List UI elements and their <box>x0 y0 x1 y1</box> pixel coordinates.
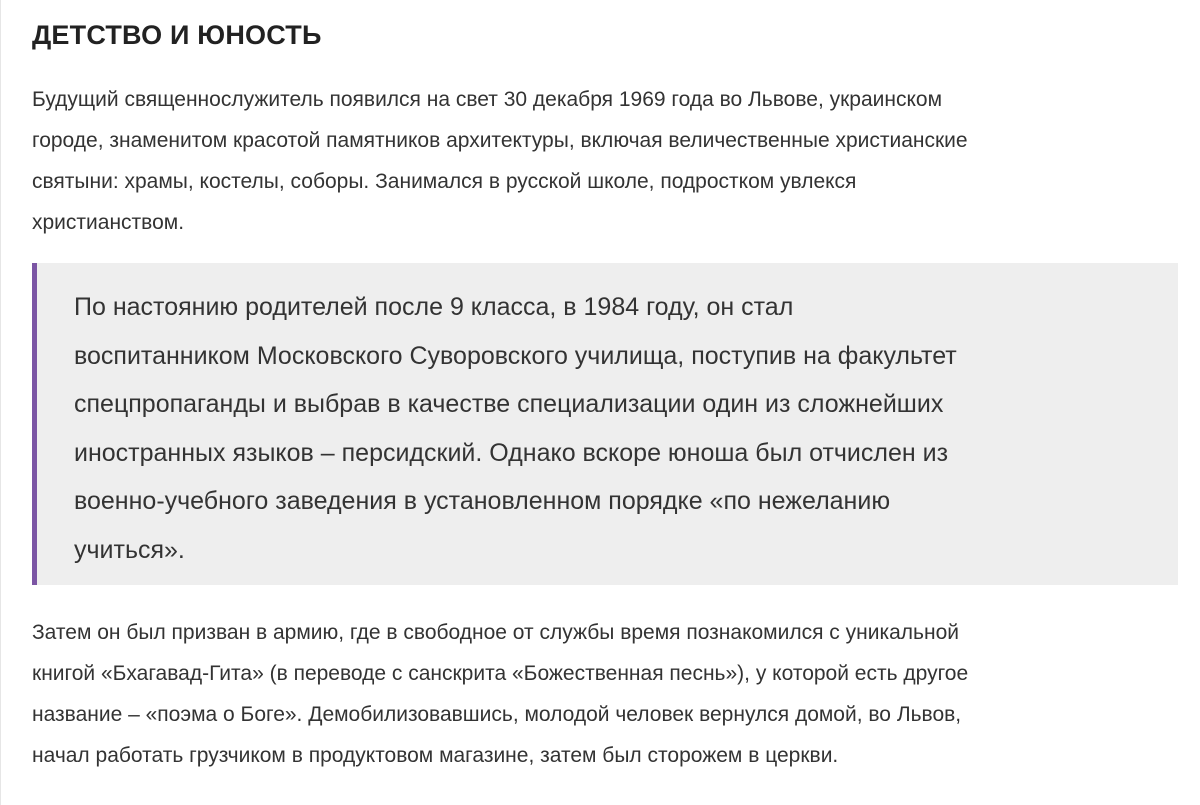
paragraph-line: название – «поэма о Боге». Демобилизовавшись, молодой человек вернулся домой, во Львов, <box>32 703 962 726</box>
paragraph-line: книгой «Бхагавад-Гита» (в переводе с санскрита «Божественная песнь»), у которой есть другое <box>32 662 969 685</box>
blockquote-line: По настоянию родителей после 9 класса, в 1984 году, он стал <box>74 293 794 321</box>
paragraph-army <box>32 612 1172 776</box>
blockquote-line: иностранных языков – персидский. Однако вскоре юноша был отчислен из <box>74 438 949 467</box>
section-heading: ДЕТСТВО И ЮНОСТЬ <box>32 20 322 50</box>
paragraph-line: святыни: храмы, костелы, соборы. Занимался в русской школе, подростком увлекся <box>32 170 857 193</box>
blockquote-line: учиться». <box>74 535 185 564</box>
paragraph-line: Будущий священнослужитель появился на свет 30 декабря 1969 года во Львове, украинском <box>32 88 943 111</box>
blockquote-line: военно-учебного заведения в установленном порядке «по нежеланию <box>74 487 891 515</box>
paragraph-line: Затем он был призван в армию, где в свободное от службы время познакомился с уникальной <box>32 621 959 644</box>
blockquote-line: воспитанником Московского Суворовского училища, поступив на факультет <box>74 341 957 370</box>
paragraph-line: городе, знаменитом красотой памятников архитектуры, включая величественные христианские <box>32 129 968 152</box>
blockquote-text <box>74 283 1148 574</box>
paragraph-line: христианством. <box>32 211 185 234</box>
paragraph-childhood <box>32 79 1172 243</box>
paragraph-line: начал работать грузчиком в продуктовом магазине, затем был сторожем в церкви. <box>32 744 839 767</box>
blockquote-line: спецпропаганды и выбрав в качестве специализации один из сложнейших <box>74 390 944 418</box>
blockquote <box>32 263 1178 585</box>
